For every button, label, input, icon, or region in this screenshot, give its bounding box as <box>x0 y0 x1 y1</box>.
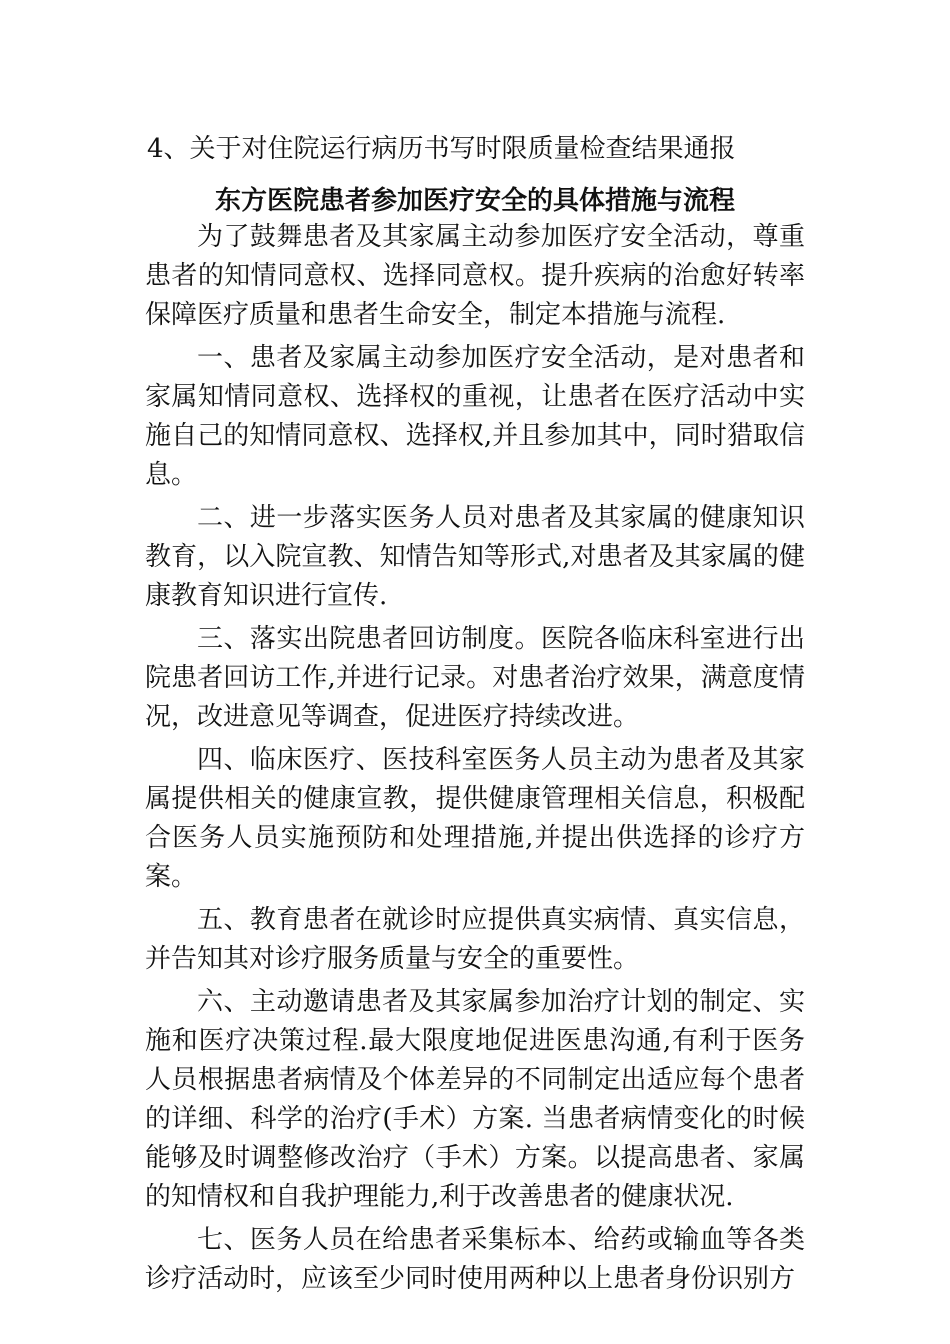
paragraph-3: 三、落实出院患者回访制度。医院各临床科室进行出院患者回访工作,并进行记录。对患者治疗效果，满意度情况，改进意见等调查，促进医疗持续改进。 <box>145 624 805 732</box>
paragraph-1: 一、患者及家属主动参加医疗安全活动，是对患者和家属知情同意权、选择权的重视，让患者在医疗活动中实施自己的知情同意权、选择权,并且参加其中，同时猎取信息。 <box>145 343 805 490</box>
paragraph-5: 五、教育患者在就诊时应提供真实病情、真实信息，并告知其对诊疗服务质量与安全的重要性。 <box>145 905 805 974</box>
document-title: 东方医院患者参加医疗安全的具体措施与流程 <box>214 186 735 216</box>
paragraph-7: 七、医务人员在给患者采集标本、给药或输血等各类诊疗活动时，应该至少同时使用两种以上患者身份识别方 <box>145 1225 805 1294</box>
paragraph-4: 四、临床医疗、医技科室医务人员主动为患者及其家属提供相关的健康宣教，提供健康管理相关信息，积极配合医务人员实施预防和处理措施,并提出供选择的诊疗方案。 <box>145 745 805 892</box>
paragraph-2: 二、进一步落实医务人员对患者及其家属的健康知识教育，以入院宣教、知情告知等形式,对患者及其家属的健康教育知识进行宣传. <box>145 503 805 611</box>
paragraph-6: 六、主动邀请患者及其家属参加治疗计划的制定、实施和医疗决策过程.最大限度地促进医患沟通,有利于医务人员根据患者病情及个体差异的不同制定出适应每个患者的详细、科学的治疗(手术）方案. 当患者病情变化的时候能够及时调整修改治疗（手术）方案。以提高患者、家属的知情权和自我护理能力,利于改善患者的健康状况. <box>145 987 805 1212</box>
paragraph-intro: 为了鼓舞患者及其家属主动参加医疗安全活动，尊重患者的知情同意权、选择同意权。提升疾病的治愈好转率保障医疗质量和患者生命安全，制定本措施与流程. <box>145 222 805 330</box>
section-heading: 4、关于对住院运行病历书写时限质量检查结果通报 <box>147 134 736 164</box>
document-body <box>145 218 805 1303</box>
